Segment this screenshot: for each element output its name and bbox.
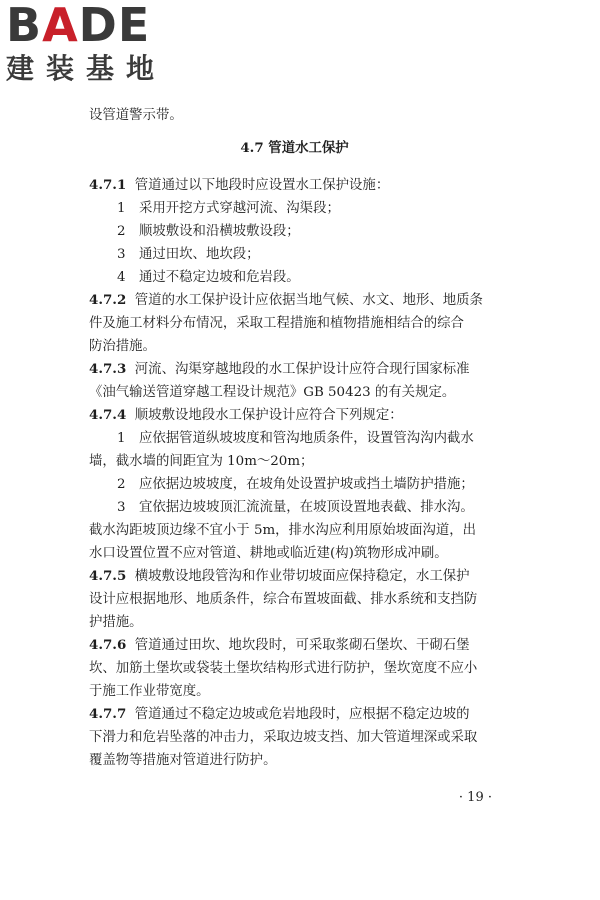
clause-474: 4.7.4 顺坡敷设地段水工保护设计应符合下列规定： bbox=[89, 407, 403, 423]
section-title: 4.7 管道水工保护 bbox=[240, 140, 349, 156]
clause-472: 4.7.2 管道的水工保护设计应依据当地气候、水文、地形、地质条 bbox=[89, 292, 483, 308]
logo-latin: BADE bbox=[6, 0, 151, 52]
clause-number: 4.7.1 bbox=[89, 177, 127, 193]
list-item: 1 应依据管道纵坡坡度和管沟地质条件，设置管沟沟内截水 bbox=[117, 431, 474, 446]
page-number: · 19 · bbox=[458, 790, 492, 805]
clause-475: 4.7.5 横坡敷设地段管沟和作业带切坡面应保持稳定，水工保护 bbox=[89, 568, 470, 584]
list-item: 4 通过不稳定边坡和危岩段。 bbox=[117, 270, 300, 285]
logo-chinese: 建装基地 bbox=[6, 52, 167, 85]
lead-line: 设管道警示带。 bbox=[89, 108, 183, 123]
bade-logo bbox=[6, 2, 178, 86]
list-item: 1 采用开挖方式穿越河流、沟渠段； bbox=[117, 201, 340, 216]
clause-473: 4.7.3 河流、沟渠穿越地段的水工保护设计应符合现行国家标准 bbox=[89, 361, 470, 377]
list-item: 2 顺坡敷设和沿横坡敷设段； bbox=[117, 224, 300, 239]
clause-471 bbox=[89, 174, 510, 197]
clause-477: 4.7.7 管道通过不稳定边坡或危岩地段时，应根据不稳定边坡的 bbox=[89, 706, 470, 722]
list-item: 3 通过田坎、地坎段； bbox=[117, 247, 260, 262]
list-item: 3 宜依据边坡坡顶汇流流量，在坡顶设置地表截、排水沟。 bbox=[117, 500, 474, 515]
clause-476: 4.7.6 管道通过田坎、地坎段时，可采取浆砌石堡坎、干砌石堡 bbox=[89, 637, 470, 653]
document-body: 设管道警示带。 4.7 管道水工保护 4.7.1 管道通过以下地段时应设置水工保护设施： 1 采用开挖方式穿越河流、沟渠段； 2 顺坡敷设和沿横坡敷设段； 3 通过田坎、地坎段； 4 通过不稳定边坡和危岩段。 4.7.2 管道的水工保护设计应依据当地气候、水文、地形、地质条 件及施工材料分布情况，采取工程措施和植物措施相结合的综合 防治措施。 4.7.3 河流、沟渠穿越地段的水工保护设计应符合现行国家标准 《油气输送管道穿越工程设计规范》GB 50423 的有关规定。 4.7.4 顺坡敷设地段水工保护设计应符合下列规定： 1 应依据管道纵坡坡度和管沟地质条件，设置管沟沟内截水 墙，截水墙的间距宜为 10m～20m； 2 应依据边坡坡度，在坡角处设置护坡或挡土墙防护措施； 3 宜依据边坡坡顶汇流流量，在坡顶设置地表截、排水沟。 截水沟距坡顶边缘不宜小于 5m，排水沟应利用原始坡面沟道，出 水口设置位置不应对管道、耕地或临近建(构)筑物形成冲刷。 4.7.5 横坡敷设地段管沟和作业带切坡面应保持稳定，水工保护 设计应根据地形、地质条件，综合布置坡面截、排水系统和支挡防 护措施。 4.7.6 管道通过田坎、地坎段时，可采取浆砌石堡坎、干砌石堡 坎、加筋土堡坎或袋装土堡坎结构形式进行防护，堡坎宽度不应小 于施工作业带宽度。 4.7.7 管道通过不稳定边坡或危岩地段时，应根据不稳定边坡的 下滑力和危岩坠落的冲击力，采取边坡支挡、加大管道埋深或采取 覆盖物等措施对管道进行防护。 bbox=[89, 104, 510, 772]
clause-text: 管道通过以下地段时应设置水工保护设施： bbox=[134, 178, 390, 193]
list-item: 2 应依据边坡坡度，在坡角处设置护坡或挡土墙防护措施； bbox=[117, 477, 474, 492]
